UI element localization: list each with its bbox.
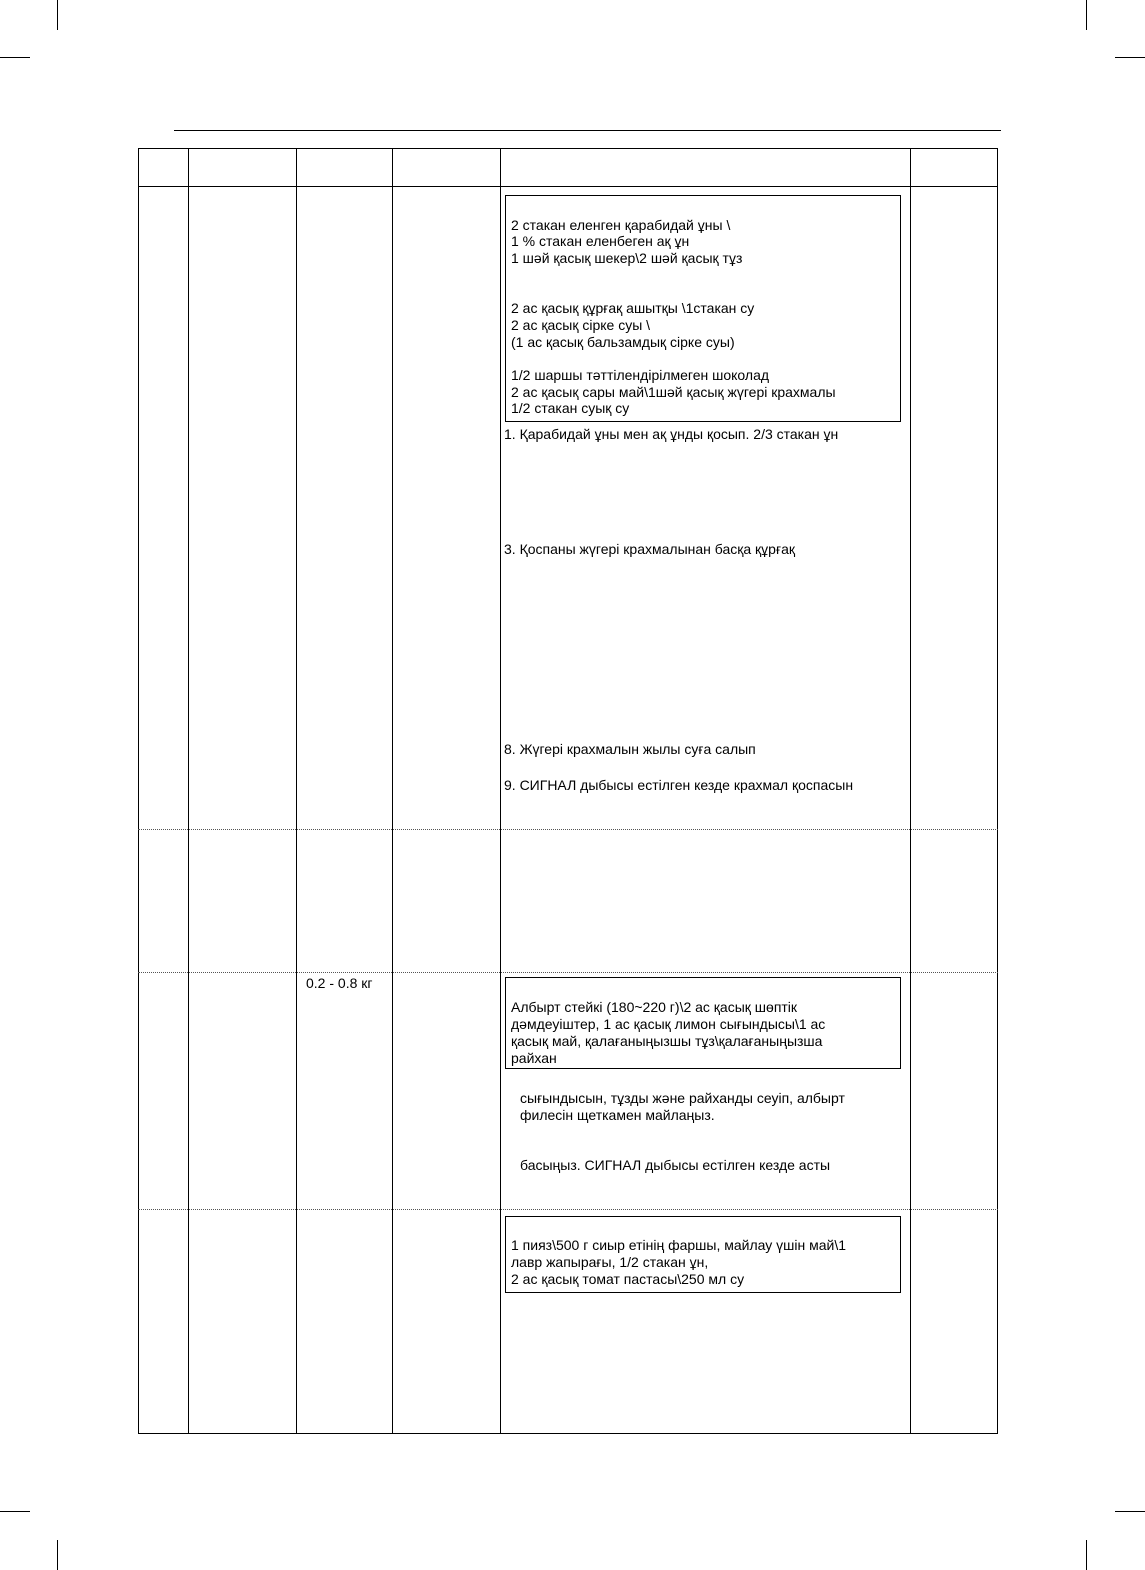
ingredient-line: 1/2 шаршы тәттілендірілмеген шоколад (511, 367, 770, 383)
ingredient-line: Албырт стейкі (180~220 г)\2 ас қасық шөптік (511, 999, 798, 1015)
header-row-divider (138, 186, 998, 187)
ingredient-line: 1 шәй қасық шекер\2 шәй қасық тұз (511, 250, 743, 266)
ingredient-line: 1 пияз\500 г сиыр етінің фаршы, майлау үшін май\1 (511, 1237, 847, 1253)
column-divider (188, 148, 189, 1434)
step-text: басыңыз. СИГНАЛ дыбысы естілген кезде асты (520, 1157, 831, 1173)
ingredient-line: райхан (511, 1050, 557, 1066)
step-text: 8. Жүгері крахмалын жылы суға салып (504, 741, 756, 757)
crop-mark (57, 1540, 58, 1570)
crop-mark (1115, 1511, 1145, 1512)
crop-mark (57, 0, 58, 30)
row-divider (138, 829, 998, 830)
crop-mark (1086, 1540, 1087, 1570)
weight-value: 0.2 - 0.8 кг (306, 975, 373, 991)
crop-mark (1115, 57, 1145, 58)
row-divider (138, 972, 998, 973)
header-rule (174, 130, 1001, 131)
crop-mark (0, 57, 30, 58)
step-text: 1. Қарабидай ұны мен ақ ұнды қосып. 2/3 стакан ұн (504, 426, 839, 442)
step-text: филесін щеткамен майлаңыз. (520, 1107, 715, 1123)
ingredient-line: қасық май, қалағаныңызшы тұз\қалағаныңызша (511, 1033, 823, 1049)
column-divider (296, 148, 297, 1434)
ingredient-line: 1/2 стакан суық су (511, 400, 630, 416)
column-divider (500, 148, 501, 1434)
crop-mark (1086, 0, 1087, 30)
column-divider (910, 148, 911, 1434)
step-text: 9. СИГНАЛ дыбысы естілген кезде крахмал қоспасын (504, 777, 854, 793)
ingredient-line: 2 ас қасық сірке суы \ (511, 317, 651, 333)
ingredient-line: 2 ас қасық құрғақ ашытқы \1стакан су (511, 300, 755, 316)
ingredient-line: 2 ас қасық сары май\1шәй қасық жүгері крахмалы (511, 384, 836, 400)
ingredient-line: лавр жапырағы, 1/2 стакан ұн, (511, 1254, 709, 1270)
column-divider (392, 148, 393, 1434)
step-text: 3. Қоспаны жүгері крахмалынан басқа құрғақ (504, 541, 795, 557)
ingredient-line: (1 ас қасық бальзамдық сірке суы) (511, 334, 735, 350)
ingredient-line: 2 стакан еленген қарабидай ұны \ (511, 217, 731, 233)
row-divider (138, 1209, 998, 1210)
step-text: сығындысын, тұзды және райханды сеуіп, албырт (520, 1090, 845, 1106)
crop-mark (0, 1511, 30, 1512)
ingredient-line: 2 ас қасық томат пастасы\250 мл су (511, 1271, 745, 1287)
ingredient-line: 1 % стакан еленбеген ақ ұн (511, 233, 690, 249)
ingredient-line: дәмдеуіштер, 1 ас қасық лимон сығындысы\1 ас (511, 1016, 826, 1032)
